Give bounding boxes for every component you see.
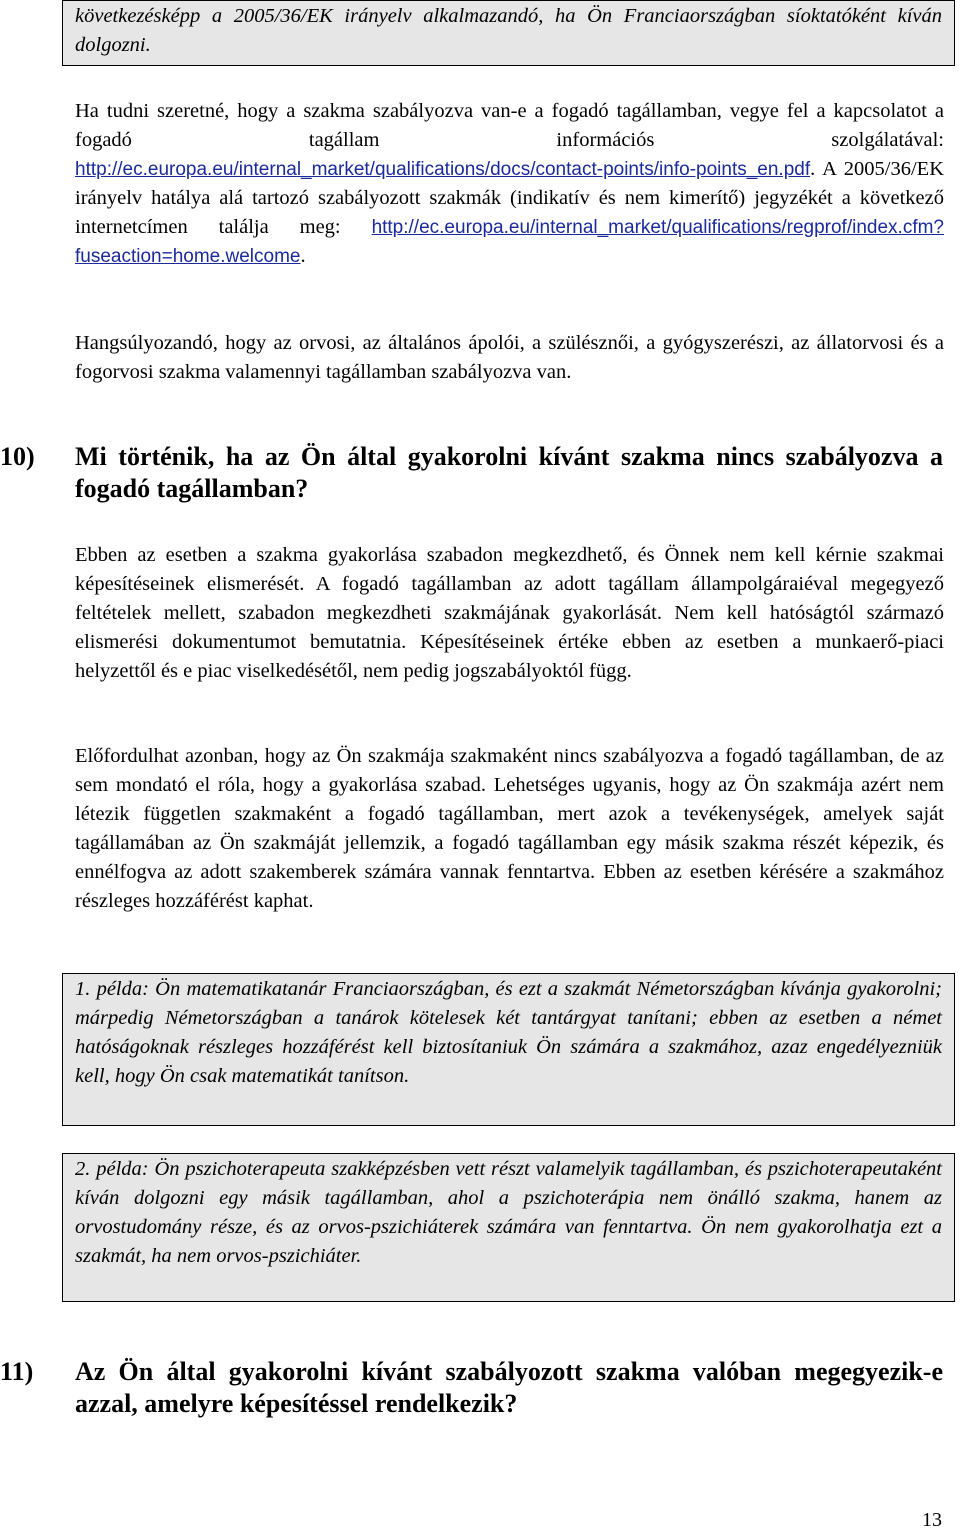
paragraph-unregulated-profession [75,541,944,686]
example-box-2 [62,1153,955,1302]
contact-points-link[interactable]: http://ec.europa.eu/internal_market/qualifications/docs/contact-points/info-points_en.pdf [75,159,811,180]
paragraph-partial-access [75,742,944,916]
section-title: Mi történik, ha az Ön által gyakorolni kívánt szakma nincs szabályozva a fogadó tagállamban? [75,442,943,503]
paragraph-regulated-professions [75,329,944,387]
regprof-database-link[interactable]: http://ec.europa.eu/internal_market/qualifications/regprof/index.cfm?fuseaction=home.welcome [75,217,944,267]
example-text: 2. példa: Ön pszichoterapeuta szakképzésben vett részt valamelyik tagállamban, és pszichoterapeutaként kíván dolgozni egy másik tagállamban, ahol a pszichoterápia nem önálló szakma, hanem az orvostudomány része, és az orvos-pszichiáterek számára van fenntartva. Ön nem gyakorolhatja ezt a szakmát, ha nem orvos-pszichiáter. [75,1158,942,1267]
section-heading-10 [0,441,944,505]
paragraph-text: . A 2005/36/EK irányelv hatálya alá tartozó szabályozott szakmák (indikatív és nem kimerítő) jegyzékét a következő internetcímen találja meg: [75,158,944,238]
info-box-text: következésképp a 2005/36/EK irányelv alkalmazandó, ha Ön Franciaországban síoktatóként kíván dolgozni. [75,5,942,56]
paragraph-text: Hangsúlyozandó, hogy az orvosi, az általános ápolói, a szülésznői, a gyógyszerészi, az állatorvosi és a fogorvosi szakma valamennyi tagállamban szabályozva van. [75,332,944,383]
paragraph-text: Ebben az esetben a szakma gyakorlása szabadon megkezdhető, és Önnek nem kell kérnie szakmai képesítéseinek elismerését. A fogadó tagállamban az adott tagállam állampolgáraiéval megegyező feltételek mellett, szabadon megkezdheti szakmájának gyakorlását. Nem kell hatóságtól származó elismerési dokumentumot bemutatnia. Képesítéseinek értéke ebben az esetben a munkaerő-piaci helyzettől és e piac viselkedésétől, nem pedig jogszabályoktól függ. [75,544,944,682]
info-box-top [62,0,955,66]
section-title: Az Ön által gyakorolni kívánt szabályozott szakma valóban megegyezik-e azzal, amelyre képesítéssel rendelkezik? [75,1357,943,1418]
example-text: 1. példa: Ön matematikatanár Franciaországban, és ezt a szakmát Németországban kívánja gyakorolni; márpedig Németországban a tanárok kötelesek két tantárgyat tanítani; ebben az esetben a német hatóságoknak részleges hozzáférést kell biztosítaniuk Ön számára a szakmához, azaz engedélyezniük kell, hogy Ön csak matematikát tanítson. [75,978,942,1087]
example-box-1 [62,973,955,1126]
section-number: 11) [0,1357,34,1386]
paragraph-text: . [300,245,306,267]
page-number: 13 [922,1509,942,1531]
paragraph-text: Ha tudni szeretné, hogy a szakma szabályozva van-e a fogadó tagállamban, vegye fel a kapcsolatot a fogadó tagállam információs szolgálatával: [75,100,944,151]
paragraph-contact-points [75,97,944,271]
paragraph-text: Előfordulhat azonban, hogy az Ön szakmája szakmaként nincs szabályozva a fogadó tagállamban, de az sem mondató el róla, hogy a gyakorlása szabad. Lehetséges ugyanis, hogy az Ön szakmája azért nem létezik független szakmaként a fogadó tagállamban, mert azok a tevékenységek, amelyek saját tagállamában az Ön szakmáját jellemzik, a fogadó tagállamban egy másik szakma részét képezik, és ennélfogva az adott szakemberek számára vannak fenntartva. Ebben az esetben kérésére a szakmához részleges hozzáférést kaphat. [75,745,944,912]
section-heading-11 [0,1356,944,1420]
section-number: 10) [0,442,35,471]
